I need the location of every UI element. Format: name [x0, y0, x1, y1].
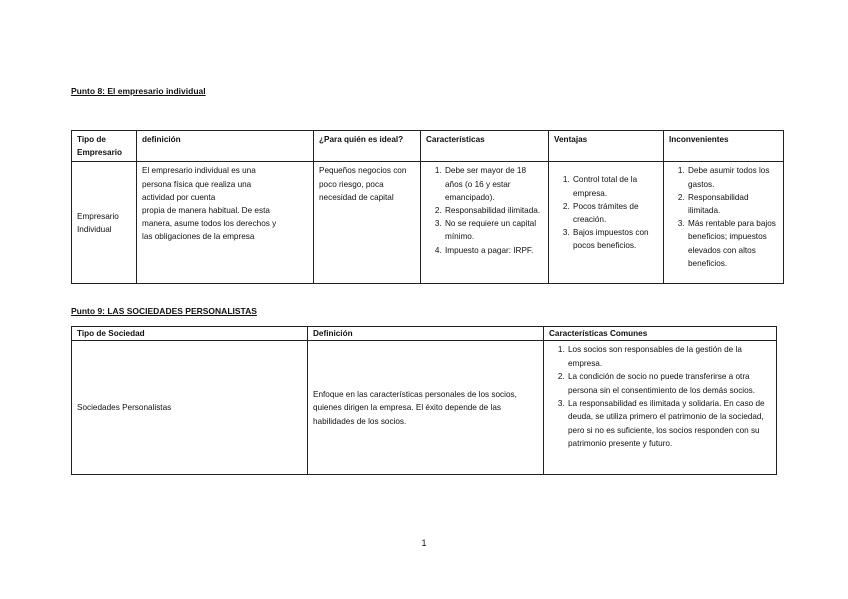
list-item: 2. Responsabilidad ilimitada. — [687, 191, 778, 217]
header-para-quien: ¿Para quién es ideal? — [314, 131, 421, 162]
list-item: 3. Bajos impuestos con pocos beneficios. — [572, 226, 658, 252]
header-definicion-sociedad: Definición — [308, 327, 544, 341]
section-9-title: Punto 9: LAS SOCIEDADES PERSONALISTAS — [71, 306, 257, 316]
list-item: 1. Debe asumir todos los gastos. — [687, 164, 778, 190]
cell-tipo: Empresario Individual — [72, 162, 137, 284]
header-caracteristicas-comunes: Características Comunes — [544, 327, 777, 341]
cell-caracteristicas — [421, 162, 549, 284]
list-item: 2. La condición de socio no puede transferirse a otra persona sin el consentimiento de los demás socios. — [567, 370, 771, 397]
list-item: 3. No se requiere un capital mínimo. — [444, 217, 543, 243]
list-item: 3. Más rentable para bajos beneficios; impuestos elevados con altos beneficios. — [687, 217, 778, 270]
header-tipo-empresario: Tipo de Empresario — [72, 131, 137, 162]
section-8-title: Punto 8: El empresario individual — [71, 86, 206, 96]
definicion-line: El empresario individual es una — [142, 166, 256, 176]
cell-caracteristicas-comunes — [544, 341, 777, 475]
header-tipo-sociedad: Tipo de Sociedad — [72, 327, 308, 341]
cell-ventajas — [549, 162, 664, 284]
header-caracteristicas: Características — [421, 131, 549, 162]
header-definicion: definición — [137, 131, 314, 162]
header-inconvenientes: Inconvenientes — [664, 131, 784, 162]
empresario-individual-table — [71, 130, 784, 284]
list-item: 3. La responsabilidad es ilimitada y solidaria. En caso de deuda, se utiliza primero el patrimonio de la sociedad, pero si no es suficiente, los socios responden con su patrimonio presente y futuro. — [567, 397, 771, 451]
list-item: 1. Los socios son responsables de la gestión de la empresa. — [567, 343, 771, 370]
cell-tipo-sociedad: Sociedades Personalistas — [72, 341, 308, 475]
definicion-line: manera, asume todos los derechos y — [142, 219, 277, 229]
cell-definicion — [137, 162, 314, 284]
cell-ideal: Pequeños negocios con poco riesgo, poca necesidad de capital — [314, 162, 421, 284]
definicion-line: actividad por cuenta — [142, 192, 216, 202]
page-number: 1 — [421, 538, 427, 548]
list-item: 1. Debe ser mayor de 18 años (o 16 y estar emancipado). — [444, 164, 543, 204]
list-item: 2. Pocos trámites de creación. — [572, 200, 658, 226]
definicion-line: propia de manera habitual. De esta — [142, 206, 270, 216]
cell-definicion-sociedad: Enfoque en las características personales de los socios, quienes dirigen la empresa. El éxito depende de las habilidades de los socios. — [308, 341, 544, 475]
sociedades-personalistas-table — [71, 326, 777, 475]
list-item: 4. Impuesto a pagar: IRPF. — [444, 244, 543, 257]
list-item: 1. Control total de la empresa. — [572, 173, 658, 199]
definicion-line: persona física que realiza una — [142, 179, 252, 189]
definicion-line: las obligaciones de la empresa — [142, 232, 255, 242]
list-item: 2. Responsabilidad ilimitada. — [444, 204, 543, 217]
cell-inconvenientes — [664, 162, 784, 284]
header-ventajas: Ventajas — [549, 131, 664, 162]
